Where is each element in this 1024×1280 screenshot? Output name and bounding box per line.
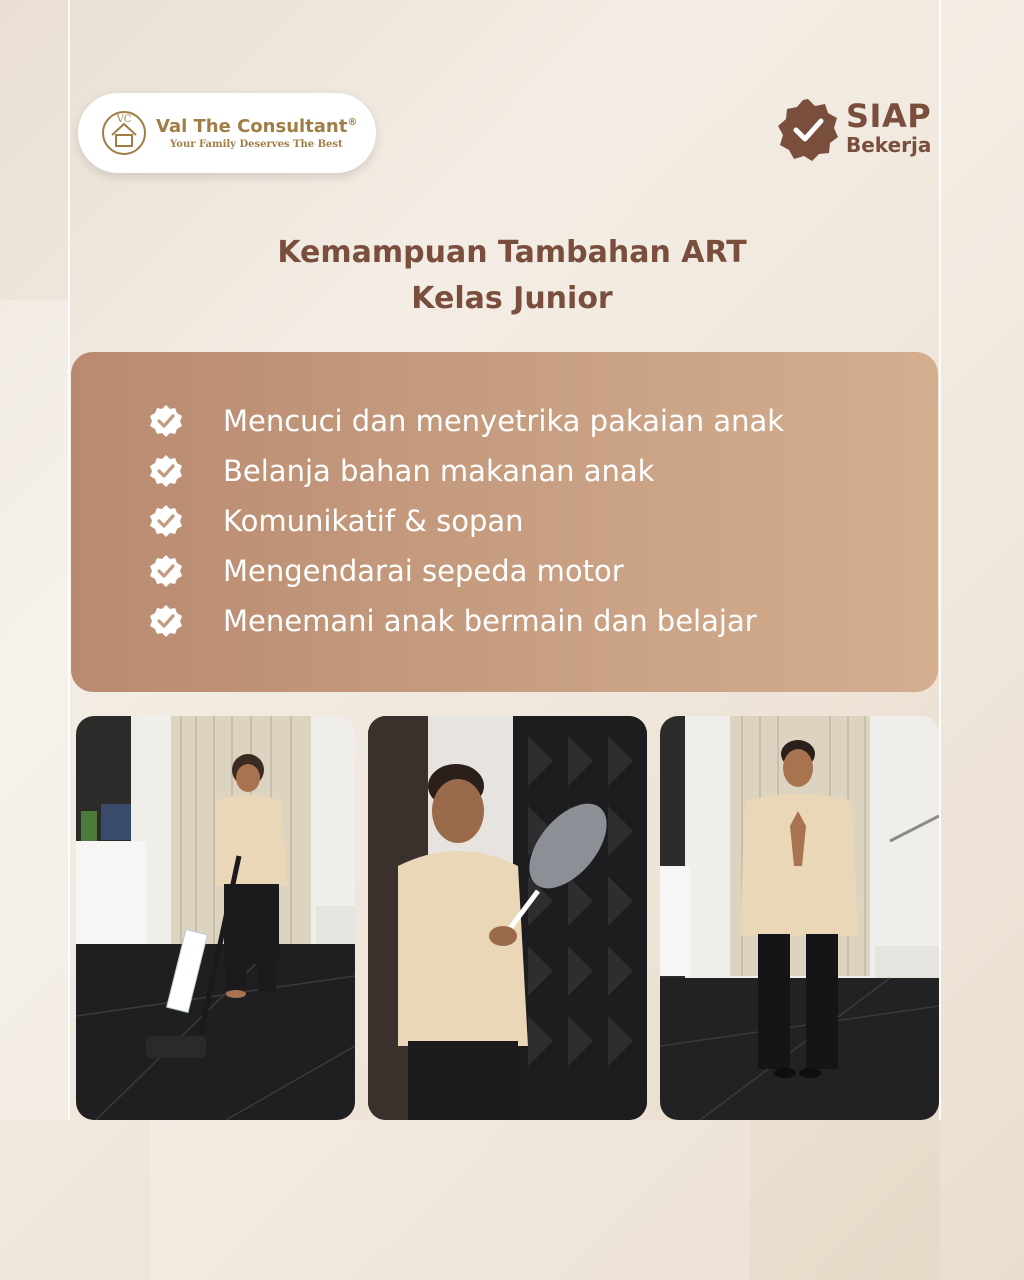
skill-label: Komunikatif & sopan bbox=[223, 504, 524, 538]
check-badge-icon bbox=[149, 454, 183, 488]
check-badge-icon bbox=[776, 97, 840, 161]
skill-item bbox=[149, 396, 784, 446]
background-light-beam bbox=[0, 300, 70, 1120]
title-line-2: Kelas Junior bbox=[411, 281, 613, 316]
photo-dusting bbox=[368, 716, 647, 1120]
brand-tagline: Your Family Deserves The Best bbox=[170, 139, 343, 150]
check-badge-icon bbox=[149, 404, 183, 438]
vacuuming-photo bbox=[76, 716, 355, 1120]
photo-greeting bbox=[660, 716, 939, 1120]
skills-list bbox=[149, 396, 784, 646]
background-light-beam bbox=[940, 0, 1024, 1280]
skill-label: Mengendarai sepeda motor bbox=[223, 554, 624, 588]
title-line-1: Kemampuan Tambahan ART bbox=[277, 235, 747, 270]
skill-label: Menemani anak bermain dan belajar bbox=[223, 604, 757, 638]
skill-label: Belanja bahan makanan anak bbox=[223, 454, 655, 488]
check-badge-icon bbox=[149, 554, 183, 588]
skill-item bbox=[149, 596, 784, 646]
frame-line-right bbox=[939, 0, 941, 1120]
brand-name: Val The Consultant® bbox=[156, 116, 358, 137]
photo-vacuuming bbox=[76, 716, 355, 1120]
badge-subtitle: Bekerja bbox=[846, 133, 932, 157]
badge-title: SIAP bbox=[846, 97, 932, 135]
skill-item bbox=[149, 546, 784, 596]
dusting-photo bbox=[368, 716, 647, 1120]
skill-item bbox=[149, 496, 784, 546]
svg-text:VC: VC bbox=[116, 114, 132, 125]
brand-logo bbox=[78, 93, 376, 173]
background-light-beam bbox=[150, 1120, 750, 1280]
skill-item bbox=[149, 446, 784, 496]
check-badge-icon bbox=[149, 604, 183, 638]
skills-card bbox=[71, 352, 938, 692]
siap-bekerja-badge bbox=[776, 97, 946, 163]
page-title bbox=[0, 230, 1024, 322]
house-emblem-icon bbox=[100, 109, 148, 157]
greeting-photo bbox=[660, 716, 939, 1120]
check-badge-icon bbox=[149, 504, 183, 538]
skill-label: Mencuci dan menyetrika pakaian anak bbox=[223, 404, 785, 438]
frame-line-left bbox=[68, 0, 70, 1120]
